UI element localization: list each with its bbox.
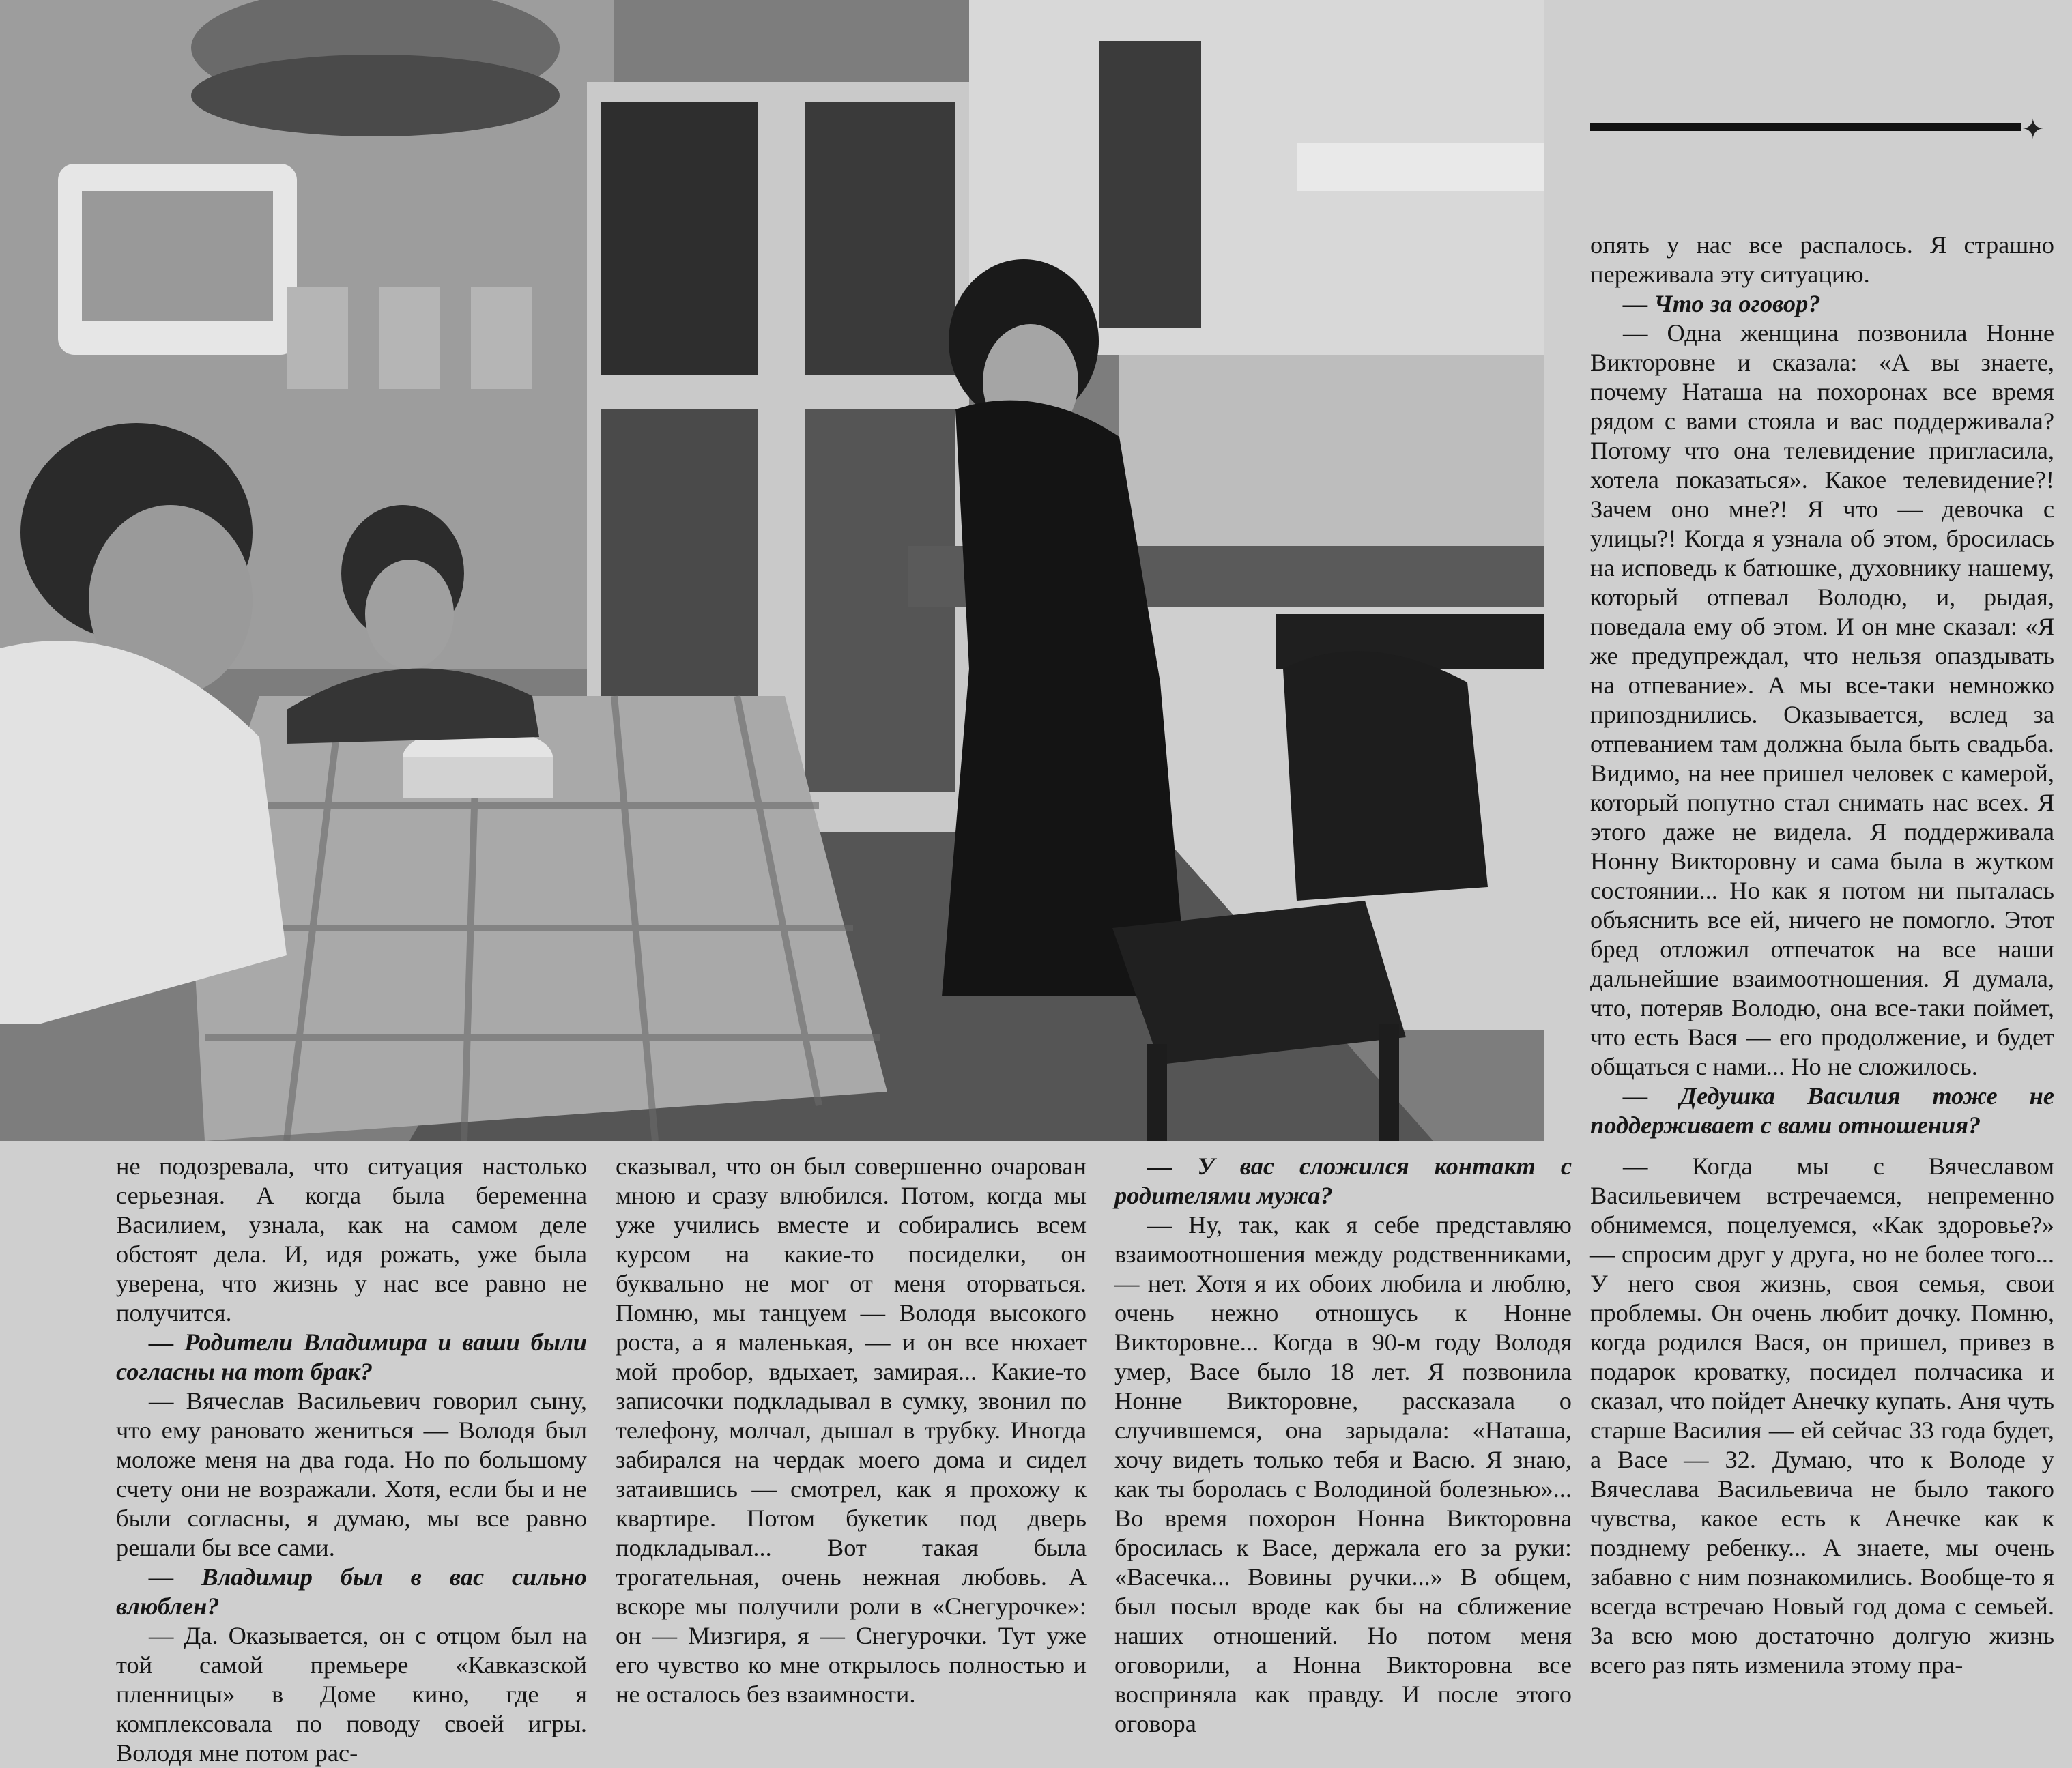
paragraph: сказывал, что он был совершенно очарован мною и сразу влюбился. Потом, когда мы уже учились вместе и собирались всем курсом на какие-то посиделки, он буквально не мог от меня оторваться. Помню, мы танцуем — Володя высокого роста, а я маленькая, — и он все нюхает мой пробор, вдыхает, замирая... Какие-то записочки подкладывал в сумку, звонил по телефону, молчал, дышал в трубку. Иногда забирался на чердак моего дома и сидел затаившись — смотрел, как я прохожу к квартире. Потом букетик под дверь подкладывал... Вот такая была трогательная, очень нежная любовь. А вскоре мы получили роли в «Снегурочке»: он — Мизгиря, я — Снегурочки. Тут уже его чувство ко мне открылось полностью и не осталось без взаимности. <box>616 1153 1087 1708</box>
paragraph: не подозревала, что ситуация настолько серьезная. А когда была беременна Василием, узнала, как на самом деле обстоят дела. И, идя рожать, уже была уверена, что жизнь у нас все равно не получится. <box>116 1153 587 1327</box>
column-rule <box>1590 123 2021 131</box>
bottom-text-column-4 <box>1590 1152 2054 1680</box>
interview-question: — Дедушка Василия тоже не поддерживает с вами отношения? <box>1590 1082 2054 1139</box>
paragraph: — Вячеслав Васильевич говорил сыну, что ему рановато жениться — Володя был моложе меня на два года. Но по большому счету они не возражали. Хотя, если бы и не были согласны, я думаю, мы все равно решали бы все сами. <box>116 1387 587 1561</box>
paragraph: опять у нас все распалось. Я страшно переживала эту ситуацию. <box>1590 231 2054 288</box>
bottom-text-column-1 <box>116 1152 587 1768</box>
interview-question: — Владимир был в вас сильно влюблен? <box>116 1563 587 1620</box>
paragraph: — Одна женщина позвонила Нонне Викторовне и сказала: «А вы знаете, почему Наташа на похоронах все время рядом с вами стояла и вас поддерживала? Потому что она телевидение пригласила, хотела показаться». Какое телевидение?! Зачем оно мне?! Я что — девочка с улицы?! Когда я узнала об этом, бросилась на исповедь к батюшке, духовнику нашему, который отпевал Володю, и, рыдая, поведала ему об этом. И он мне сказал: «Я же предупреждал, что нельзя опаздывать на отпевание». А мы все-таки немножко припозднились. Оказывается, вслед за отпеванием там должна была быть свадьба. Видимо, на нее пришел человек с камерой, который попутно стал снимать нас всех. Я этого даже не видела. Я поддерживала Нонну Викторовну и сама была в жутком состоянии... Но как я потом ни пыталась объяснить все ей, ничего не помогло. Этот бред отложил отпечаток на все наши дальнейшие взаимоотношения. Я думала, что, потеряв Володю, она все-таки поймет, что есть Вася — его продолжение, и будет общаться с нами... Но не сложилось. <box>1590 319 2054 1080</box>
paragraph: — Когда мы с Вячеславом Васильевичем встречаемся, непременно обнимемся, поцелуемся, «Как здоровье?» — спросим друг у друга, но не более того... У него своя жизнь, своя семья, свои проблемы. Он очень любит дочку. Помню, когда родился Вася, он пришел, привез в подарок кроватку, посидел полчасика и сказал, что пойдет Анечку купать. Аня чуть старше Василия — ей сейчас 33 года будет, а Васе — 32. Думаю, что к Володе у Вячеслава Васильевича не было такого чувства, какое есть к Анечке как к позднему ребенку... А знаете, мы очень забавно с ним познакомились. Вообще-то я всегда встречаю Новый год дома с семьей. За всю мою достаточно долгую жизнь всего раз пять изменила этому пра- <box>1590 1153 2054 1679</box>
paragraph: — Да. Оказывается, он с отцом был на той самой премьере «Кавказской пленницы» в Доме кино, где я комплексовала по поводу своей игры. Володя мне потом рас- <box>116 1622 587 1767</box>
kitchen-photo <box>0 0 1544 1141</box>
interview-question: — Родители Владимира и ваши были согласны на тот брак? <box>116 1329 587 1385</box>
paragraph: — Ну, так, как я себе представляю взаимоотношения между родственниками, — нет. Хотя я их обоих любила и люблю, очень нежно отношусь к Нонне Викторовне... Когда в 90-м году Володя умер, Васе было 18 лет. Я позвонила Нонне Викторовне, рассказала о случившемся, она зарыдала: «Наташа, хочу видеть только тебя и Васю. Я знаю, как ты боролась с Володиной болезнью»... Во время похорон Нонна Викторовна бросилась к Васе, держала его за руки: «Васечка... Вовины ручки...» В общем, был посыл вроде как бы на сближение наших отношений. Но потом меня оговорили, а Нонна Викторовна все восприняла как правду. И после этого оговора <box>1114 1211 1572 1737</box>
right-text-column <box>1590 231 2054 1140</box>
bottom-text-column-2 <box>616 1152 1087 1709</box>
interview-question: — Что за оговор? <box>1623 290 1821 317</box>
interview-question: — У вас сложился контакт с родителями мужа? <box>1114 1153 1572 1209</box>
kitchen-scene-illustration <box>0 0 1544 1141</box>
rule-ornament: ✦ <box>2021 114 2045 145</box>
bottom-text-column-3 <box>1114 1152 1572 1739</box>
